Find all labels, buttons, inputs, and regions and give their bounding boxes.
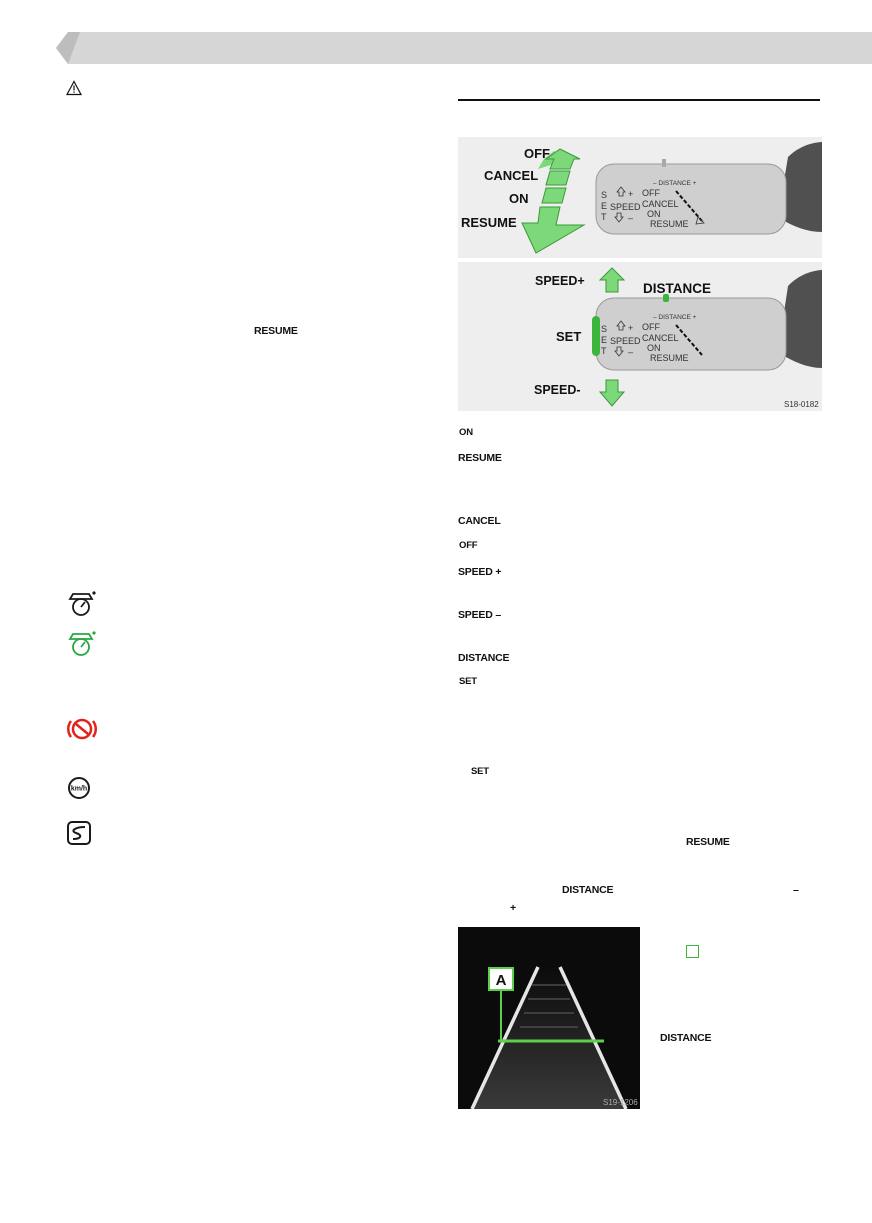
page-header-bar <box>52 32 872 64</box>
lever-t-label: T <box>601 212 607 222</box>
winding-road-icon <box>67 821 91 845</box>
keyword-speed-minus: SPEED – <box>458 609 501 621</box>
lever2-speed-label: SPEED <box>610 336 641 346</box>
fig2-code-label: S18-0182 <box>784 400 819 409</box>
warning-icon <box>66 80 82 96</box>
fig2-speed-minus-label: SPEED- <box>534 383 581 397</box>
fig2-distance-label: DISTANCE <box>643 281 712 296</box>
fig1-off-label: OFF <box>524 146 550 161</box>
lever-figure-positions <box>458 137 822 258</box>
keyword-minus-sign: – <box>793 884 799 896</box>
keyword-set-inline: SET <box>471 766 489 777</box>
resume-keyword-left: RESUME <box>254 325 298 337</box>
keyword-distance: DISTANCE <box>458 652 510 664</box>
lever-cancel-label: CANCEL <box>642 199 679 209</box>
svg-text:km/h: km/h <box>70 785 88 793</box>
lever2-minus-label: – <box>628 347 634 357</box>
keyword-off: OFF <box>459 540 478 551</box>
fig3-code-label: S19-1206 <box>603 1098 638 1107</box>
keyword-set: SET <box>459 676 477 687</box>
lever-s-label: S <box>601 190 608 200</box>
keyword-on: ON <box>459 427 473 438</box>
brake-warning-icon <box>66 715 98 743</box>
keyword-plus-sign: + <box>510 902 516 914</box>
lever-on-label: ON <box>647 209 661 219</box>
lever-distance-label: – DISTANCE + <box>653 180 697 187</box>
lever-resume-label: RESUME <box>650 219 689 229</box>
keyword-speed-plus: SPEED + <box>458 566 502 578</box>
fig1-on-label: ON <box>509 191 529 206</box>
lever-minus-label: – <box>628 213 634 223</box>
lever2-off-label: OFF <box>642 322 660 332</box>
lever-off-label: OFF <box>642 188 660 198</box>
lever2-distance-label: – DISTANCE + <box>653 314 697 321</box>
lever-speed-label: SPEED <box>610 202 641 212</box>
lever-e-label: E <box>601 201 608 211</box>
fig2-speed-plus-label: SPEED+ <box>535 274 585 288</box>
lever2-e-label: E <box>601 335 608 345</box>
fig1-cancel-label: CANCEL <box>484 168 539 183</box>
keyword-resume-inline: RESUME <box>686 836 730 848</box>
keyword-resume: RESUME <box>458 452 502 464</box>
lever2-resume-label: RESUME <box>650 353 689 363</box>
keyword-distance-fig3: DISTANCE <box>660 1032 712 1044</box>
speed-unit-icon <box>67 776 91 800</box>
lever-figure-buttons <box>458 262 822 411</box>
cruise-control-active-icon <box>64 628 98 656</box>
fig2-set-label: SET <box>556 329 582 344</box>
keyword-cancel: CANCEL <box>458 515 501 527</box>
lever2-t-label: T <box>601 346 607 356</box>
distance-display-figure <box>458 927 640 1109</box>
lever2-plus-label: + <box>628 323 634 333</box>
green-square-icon <box>686 945 699 958</box>
lever2-s-label: S <box>601 324 608 334</box>
fig3-marker-a: A <box>495 972 507 989</box>
lever2-cancel-label: CANCEL <box>642 333 679 343</box>
lever2-on-label: ON <box>647 343 661 353</box>
lever-plus-label: + <box>628 189 634 199</box>
fig1-resume-label: RESUME <box>461 215 517 230</box>
section-divider <box>458 99 820 101</box>
cruise-control-icon <box>64 588 98 616</box>
keyword-distance-inline: DISTANCE <box>562 884 614 896</box>
